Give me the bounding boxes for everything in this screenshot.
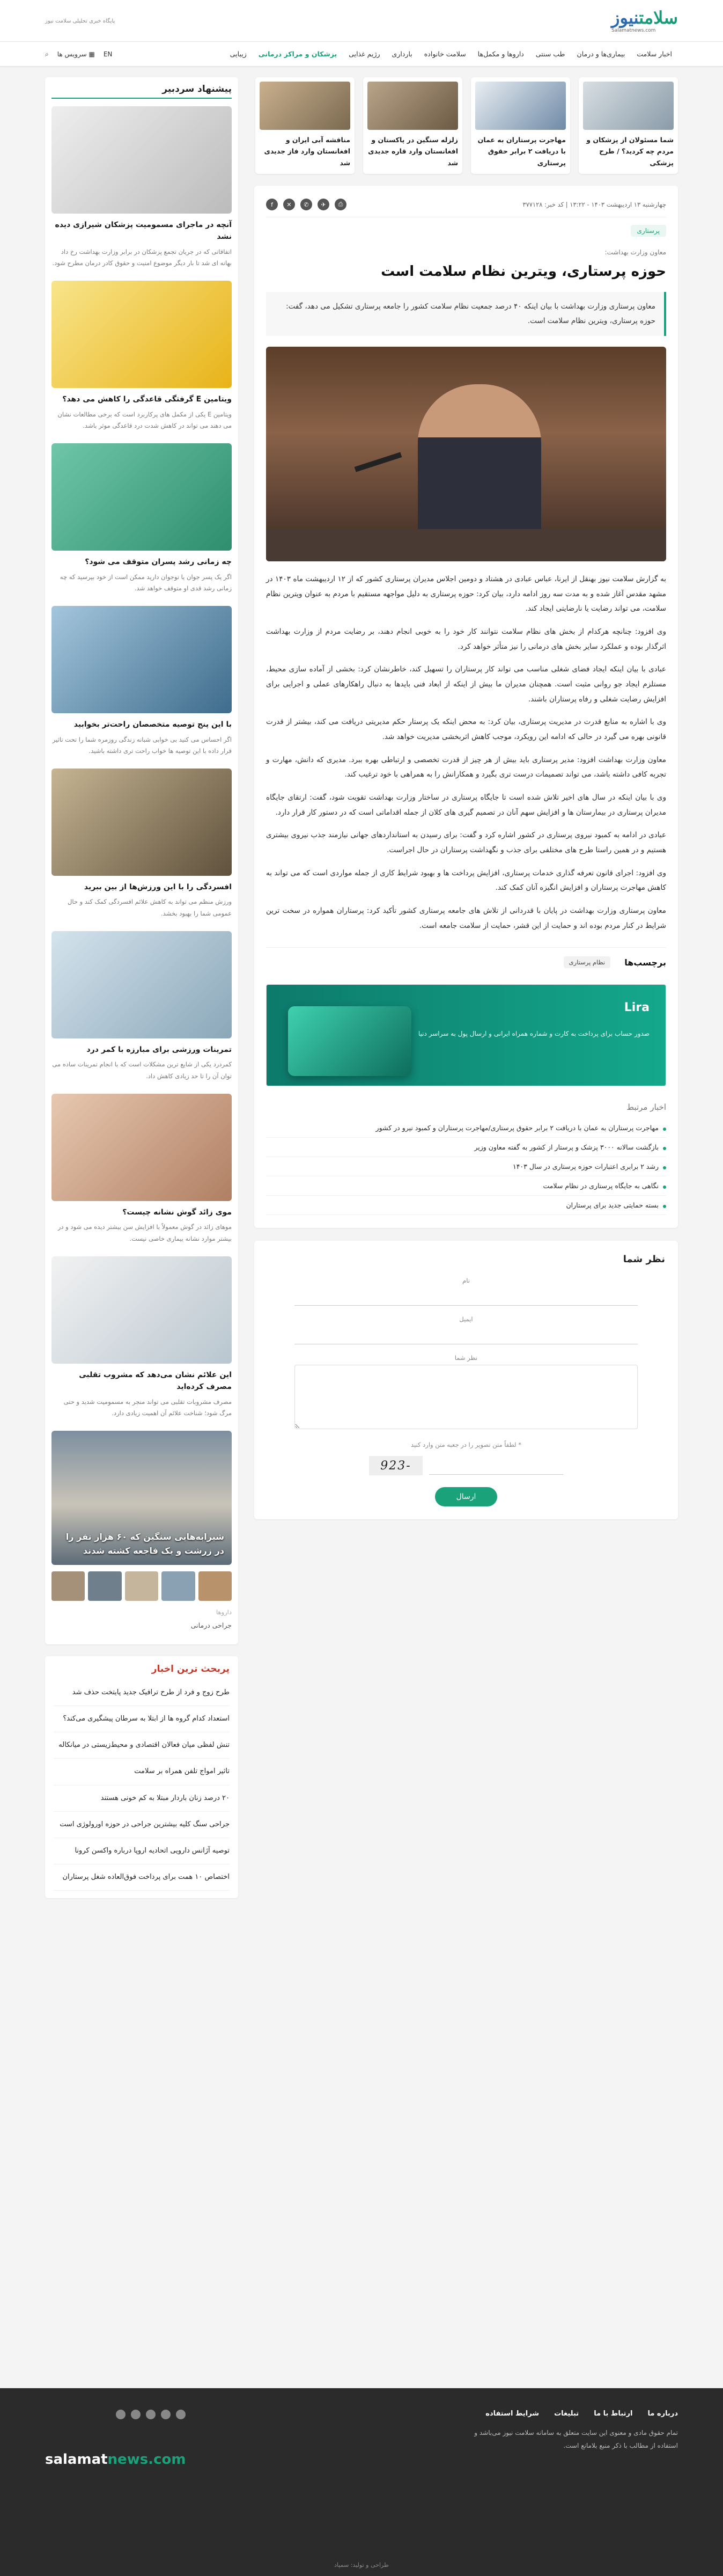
article-body	[266, 572, 666, 933]
article-paragraph: عبادی در ادامه به کمبود نیروی پرستاری در کشور اشاره کرد و گفت: برای رسیدن به استانداردهای جهانی نیازمند جذب نیروی بیشتری هستیم و در همین راستا طرح های مختلفی برای جذب و نگهداشت پرستاران در حال اجراست.	[266, 831, 666, 855]
email-field-wrap	[294, 1315, 638, 1344]
top-card[interactable]	[255, 77, 355, 174]
nav-item-traditional[interactable]: طب سنتی	[535, 50, 565, 58]
hot-news-item[interactable]: طرح زوج و فرد از طرح ترافیک جدید پایتخت حذف شد	[54, 1680, 230, 1706]
editor-picks-heading	[51, 84, 232, 99]
facebook-icon[interactable]: f	[266, 199, 278, 210]
sidebar-item-title: ویتامین E گرفتگی قاعدگی را کاهش می دهد؟	[62, 395, 232, 404]
nav-item-drugs[interactable]: داروها و مکمل‌ها	[477, 50, 524, 58]
top-related-cards	[254, 77, 678, 174]
sidebar-item-image	[51, 1094, 232, 1201]
article-category[interactable]: پرستاری	[631, 225, 666, 237]
search-icon[interactable]: ⌕	[45, 50, 49, 58]
comment-heading: نظر شما	[623, 1254, 665, 1265]
article-paragraph: وی با اشاره به منابع قدرت در مدیریت پرستاری، بیان کرد: به محض اینکه یک پرستار حکم مدیریتی دریافت می کند، بیشتر از قدرت قانونی بهره می گیرد در حالی که ادامه این رویکرد، موجب کاهش اثربخشی مدیریت خواهد شد.	[266, 718, 666, 742]
related-item[interactable]: مهاجرت پرستاران به عمان با دریافت ۲ برابر حقوق پرستاری/مهاجرت پرستاران و کمبود نیرو در کشور	[266, 1118, 666, 1138]
hot-news-item[interactable]: اختصاص ۱۰ همت برای پرداخت فوق‌العاده شغل پرستاران	[54, 1864, 230, 1891]
rss-icon[interactable]	[116, 2410, 126, 2419]
article-hero-image	[266, 347, 666, 561]
article-paragraph: وی افزود: چنانچه هرکدام از بخش های نظام سلامت نتوانند کار خود را به خوبی انجام دهند، بر رضایت مردم از وزارت بهداشت اثرگذار بوده و عملکرد سایر بخش های درمانی را نیز متأثر خواهد کرد.	[266, 627, 666, 651]
article-code: کد خبر: ۳۷۷۱۲۸	[522, 201, 564, 208]
captcha-row	[267, 1456, 665, 1475]
top-header	[0, 0, 723, 42]
related-news	[266, 1102, 666, 1215]
facebook-icon[interactable]	[131, 2410, 141, 2419]
editor-picks-title: پیشنهاد سردبیر	[162, 84, 232, 94]
nav-item-pregnancy[interactable]: بارداری	[392, 50, 412, 58]
related-heading: اخبار مرتبط	[626, 1102, 666, 1113]
article-rutitr: معاون وزارت بهداشت:	[604, 248, 666, 256]
footer-info	[453, 2410, 678, 2468]
nav-item-family[interactable]: سلامت خانواده	[424, 50, 466, 58]
article-paragraph: وی با بیان اینکه در سال های اخیر تلاش شده است تا جایگاه پرستاری در ساختار وزارت بهداشت تقویت شود، گفت: ارتقای جایگاه مدیران پرستاری در بیمارستان ها و افزایش سهم آنان در تصمیم گیری های کلان از جمله اقداماتی است که در دستور کار قرار دارد.	[266, 793, 666, 817]
card-image	[583, 82, 674, 130]
hot-news-heading: پربحث ترین اخبار	[151, 1664, 230, 1675]
article-paragraph: عبادی با بیان اینکه ایجاد فضای شغلی مناسب می تواند کار پرستاران را تسهیل کند، خاطرنشان کرد: بخشی از آماده سازی محیط، مستلزم ایجاد جو روانی مثبت است. همچنان مدیران ما بیش از اینکه از ابعاد فنی بایدها به دنبال راهکارهای عملی و اجرایی برای افزایش رضایت شغلی و رفاه پرستاران باشند.	[266, 665, 666, 704]
featured-story[interactable]	[51, 1431, 232, 1565]
card-title: مهاجرت پرستاران به عمان با دریافت ۲ برابر حقوق پرستاری	[477, 136, 566, 167]
site-footer	[0, 2388, 723, 2576]
name-input[interactable]	[294, 1287, 638, 1306]
email-label: ایمیل	[459, 1315, 473, 1323]
sidebar-item-image	[51, 931, 232, 1038]
nav-item-diet[interactable]: رژیم غذایی	[349, 50, 380, 58]
thumbnail[interactable]	[161, 1571, 195, 1601]
captcha-image: -923	[369, 1456, 423, 1475]
hot-news-item[interactable]: تنش لفظی میان فعالان اقتصادی و محیط‌زیستی در میانکاله	[54, 1732, 230, 1759]
sidebar-item[interactable]	[51, 106, 232, 269]
footer-logo-main: salamat	[45, 2451, 108, 2468]
telegram-icon[interactable]	[161, 2410, 171, 2419]
footer-link-about[interactable]: درباره ما	[647, 2410, 678, 2418]
sidebar-item-image	[51, 281, 232, 388]
sidebar-item-desc: اتفاقاتی که در جریان تجمع پزشکان در برابر وزارت بهداشت رخ داد بهانه ای شد تا بار دیگر موضوع امنیت و حقوق کادر درمان مطرح شود.	[52, 247, 232, 267]
related-item[interactable]: نگاهی به جایگاه پرستاری در نظام سلامت	[266, 1176, 666, 1196]
footer-logo[interactable]	[45, 2451, 186, 2468]
sidebar-item-desc: ویتامین E یکی از مکمل های پرکاربرد است که برخی مطالعات نشان می دهند می تواند در کاهش شدت درد قاعدگی موثر باشد.	[57, 410, 232, 429]
hot-news-item[interactable]: تاثیر امواج تلفن همراه بر سلامت	[54, 1759, 230, 1785]
share-bar	[266, 199, 346, 210]
thumbnail[interactable]	[51, 1571, 85, 1601]
nav-item-doctors[interactable]: پزشکان و مراکز درمانی	[258, 50, 337, 58]
sidebar-item-title: با این پنج توصیه متخصصان راحت‌تر بخوابید	[73, 720, 232, 729]
site-logo[interactable]	[611, 9, 678, 33]
card-image	[367, 82, 458, 130]
email-input[interactable]	[294, 1326, 638, 1344]
main-column	[254, 77, 678, 1898]
hot-news-item[interactable]: استعداد کدام گروه ها از ابتلا به سرطان پیشگیری می‌کند؟	[54, 1706, 230, 1732]
sidebar-item-image	[51, 606, 232, 713]
footer-brand	[45, 2410, 186, 2468]
footer-logo-accent: news.com	[107, 2451, 186, 2468]
grid-icon: ▦	[88, 50, 95, 58]
nav-tools	[45, 50, 112, 58]
microphone	[355, 452, 402, 472]
sidebar-item[interactable]	[51, 1094, 232, 1245]
language-switch[interactable]: EN	[103, 50, 113, 58]
footer-link-terms[interactable]: شرایط استفاده	[485, 2410, 540, 2418]
sidebar-item-title: آنچه در ماجرای مسمومیت پزشکان شیرازی دیده نشد	[55, 221, 232, 241]
logo-accent: نیوز	[611, 7, 639, 28]
sidebar-item-image	[51, 443, 232, 551]
sidebar-item-image	[51, 106, 232, 214]
hot-news-item[interactable]: ۲۰ درصد زنان باردار مبتلا به کم خونی هستند	[54, 1785, 230, 1812]
sidebar-item-title: این علائم نشان می‌دهد که مشروب تقلبی مصرف کرده‌اید	[79, 1370, 232, 1392]
captcha-note: * لطفاً متن تصویر را در جعبه متن وارد کنید	[411, 1441, 521, 1449]
desk	[266, 529, 666, 561]
name-label: نام	[462, 1277, 470, 1285]
tags-section	[266, 947, 666, 968]
sidebar	[45, 77, 238, 1898]
nav-item-news[interactable]: اخبار سلامت	[637, 50, 672, 58]
whatsapp-icon[interactable]: ✆	[300, 199, 312, 210]
bank-card-graphic	[288, 1006, 411, 1076]
sidebar-item-desc: کمردرد یکی از شایع ترین مشکلات است که با انجام تمرینات ساده می توان آن را تا حد زیادی کاهش داد.	[52, 1060, 232, 1080]
footer-social	[45, 2410, 186, 2419]
top-card[interactable]	[471, 77, 570, 174]
article-meta: چهارشنبه ۱۳ اردیبهشت ۱۴۰۳ - ۱۳:۲۲ | کد خبر: ۳۷۷۱۲۸ ⎙ ✈ ✆ ✕ f	[266, 199, 666, 217]
tags-heading: برچسب‌ها	[624, 957, 666, 968]
sidebar-item-title: موی زائد گوش نشانه چیست؟	[122, 1208, 232, 1217]
article-paragraph: معاون وزارت بهداشت افزود: مدیر پرستاری باید بیش از هر چیز از قدرت تخصصی و ارتباطی بهره ببرد. مدیری که دانش، مهارت و تجربه کافی داشته باشد، می تواند تصمیمات درست تری بگیرد و همکارانش را به همراهی با خود ترغیب کند.	[266, 755, 666, 779]
sidebar-item-desc: مصرف مشروبات تقلبی می تواند منجر به مسمومیت شدید و حتی مرگ شود؛ شناخت علائم آن اهمیت زیادی دارد.	[63, 1397, 232, 1417]
sidebar-item[interactable]	[51, 606, 232, 757]
editor-picks	[45, 77, 238, 1644]
sidebar-item-image	[51, 1256, 232, 1364]
comment-textarea[interactable]	[294, 1365, 638, 1429]
sidebar-label: داروها	[216, 1608, 232, 1616]
sidebar-item-desc: اگر احساس می کنید بی خوابی شبانه زندگی روزمره شما را تحت تاثیر قرار داده با این توصیه ها خواب راحت تری داشته باشید.	[52, 735, 232, 755]
sidebar-item-title: افسردگی را با این ورزش‌ها از بین ببرید	[84, 883, 232, 892]
sidebar-item-desc: اگر یک پسر جوان یا نوجوان دارید ممکن است از خود بپرسید که چه زمانی رشد قدی او متوقف خواهد شد.	[60, 573, 232, 592]
card-title: زلزله سنگین در پاکستان و افغانستان وارد قاره جدیدی شد	[368, 136, 458, 167]
article-paragraph: معاون پرستاری وزارت بهداشت در پایان با قدردانی از تلاش های جامعه پرستاری کشور تأکید کرد: پرستاران همواره در سخت ترین شرایط در کنار مردم بوده اند و حمایت از این قشر، حمایت از سلامت جامعه است.	[266, 906, 666, 930]
article-paragraph: وی افزود: اجرای قانون تعرفه گذاری خدمات پرستاری، افزایش پرداخت ها و بهبود شرایط کاری از جمله مواردی است که می تواند به کاهش مهاجرت پرستاران و افزایش انگیزه آنان کمک کند.	[266, 868, 666, 892]
twitter-icon[interactable]	[146, 2410, 156, 2419]
sidebar-item-desc: موهای زائد در گوش معمولاً با افزایش سن بیشتر دیده می شود و در بیشتر موارد نشانه بیماری خاصی نیست.	[57, 1223, 232, 1242]
sidebar-item[interactable]	[51, 1256, 232, 1419]
sidebar-item[interactable]	[51, 281, 232, 431]
thumbnail[interactable]	[88, 1571, 121, 1601]
banner-text: صدور حساب برای پرداخت به کارت و شماره همراه ایرانی و ارسال پول به سراسر دنیا	[418, 1030, 650, 1038]
card-image	[475, 82, 566, 130]
footer-nav	[453, 2410, 678, 2418]
services-label: سرویس ها	[57, 50, 87, 58]
nav-item-diseases[interactable]: بیماری‌ها و درمان	[577, 50, 625, 58]
main-navbar	[0, 42, 723, 67]
hot-news-item[interactable]: توصیه آژانس دارویی اتحادیه اروپا درباره واکسن کرونا	[54, 1838, 230, 1864]
sidebar-item-title: چه زمانی رشد پسران متوقف می شود؟	[85, 558, 232, 567]
article-lead: معاون پرستاری وزارت بهداشت با بیان اینکه ۴۰ درصد جمعیت نظام سلامت کشور را جامعه پرستاری تشکیل می دهد، گفت: حوزه پرستاری، ویترین نظام سلامت است.	[266, 292, 666, 336]
sidebar-item-title: تمرینات ورزشی برای مبارزه با کمر درد	[86, 1045, 232, 1054]
footer-link-ads[interactable]: تبلیغات	[554, 2410, 579, 2418]
card-image	[260, 82, 350, 130]
related-item[interactable]: رشد ۲ برابری اعتبارات حوزه پرستاری در سال ۱۴۰۳	[266, 1157, 666, 1176]
sidebar-item[interactable]	[51, 931, 232, 1082]
ad-banner[interactable]	[266, 984, 666, 1086]
footer-desc: تمام حقوق مادی و معنوی این سایت متعلق به سامانه سلامت نیوز می‌باشد و استفاده از مطالب با ذکر منبع بلامانع است.	[474, 2429, 678, 2449]
comment-text-label: نظر شما	[454, 1354, 478, 1362]
sidebar-item[interactable]	[51, 769, 232, 919]
sidebar-item[interactable]	[51, 443, 232, 594]
tag[interactable]: نظام پرستاری	[564, 956, 611, 968]
nav-item-beauty[interactable]: زیبایی	[230, 50, 247, 58]
thumbnail[interactable]	[125, 1571, 158, 1601]
footer-link-contact[interactable]: ارتباط با ما	[594, 2410, 633, 2418]
thumbnail-strip	[51, 1571, 232, 1601]
featured-caption: شیرابه‌هایی سنگین که ۶۰ هزار نفر را در زرشت و یک فاجعه کشته شدند	[65, 1531, 224, 1556]
main-nav	[224, 42, 678, 67]
captcha-input[interactable]	[429, 1457, 563, 1475]
twitter-icon[interactable]: ✕	[283, 199, 295, 210]
article-date: چهارشنبه ۱۳ اردیبهشت ۱۴۰۳ - ۱۳:۲۲	[570, 201, 666, 208]
top-card[interactable]	[579, 77, 678, 174]
sidebar-item-desc: ورزش منظم می تواند به کاهش علائم افسردگی کمک کند و حال عمومی شما را بهبود بخشد.	[68, 898, 232, 917]
logo-site: Salamatnews.com	[611, 27, 656, 33]
tagline: پایگاه خبری تحلیلی سلامت نیوز	[45, 18, 115, 24]
related-item[interactable]: بازگشت سالانه ۳۰۰۰ پزشک و پرستار از کشور به گفته معاون وزیر	[266, 1138, 666, 1157]
article-title: حوزه پرستاری، ویترین نظام سلامت است	[381, 264, 666, 280]
thumbnail[interactable]	[198, 1571, 232, 1601]
footer-copyright: طراحی و تولید: سمپاد	[334, 2562, 389, 2568]
article	[254, 186, 678, 1228]
logo-main: سلامت	[639, 7, 678, 28]
card-title: مناقشه آبی ایران و افغانستان وارد فاز جدیدی شد	[264, 136, 350, 167]
submit-button[interactable]: ارسال	[435, 1487, 498, 1506]
hot-news	[45, 1656, 238, 1898]
article-paragraph: به گزارش سلامت نیوز بهنقل از ایرنا، عباس عبادی در هشتاد و دومین اجلاس مدیران پرستاری کشور که از ۱۲ اردیبهشت ماه ۱۴۰۳ در مشهد مقدس آغاز شده و به مدت سه روز ادامه دارد، بیان کرد: حوزه پرستاری به دلیل مواجهه مستقیم با مردم به عنوان ویترین نظام سلامت، می تواند رضایت یا نارضایتی ایجاد کند.	[266, 575, 666, 613]
sidebar-item-image	[51, 769, 232, 876]
comment-text-wrap	[294, 1354, 638, 1431]
comment-form	[254, 1241, 678, 1519]
instagram-icon[interactable]	[176, 2410, 186, 2419]
banner-brand: Lira	[624, 1001, 650, 1015]
card-title: شما مسئولان از پزشکان و مردم چه کردید؟ / طرح پزشکی	[586, 136, 674, 167]
hot-news-item[interactable]: جراحی سنگ کلیه بیشترین جراحی در حوزه اورولوژی است	[54, 1812, 230, 1838]
print-icon[interactable]: ⎙	[335, 199, 346, 210]
sidebar-link[interactable]: جراحی درمانی	[190, 1621, 232, 1630]
telegram-icon[interactable]: ✈	[318, 199, 329, 210]
services-menu[interactable]	[57, 50, 95, 58]
top-card[interactable]	[363, 77, 462, 174]
related-item[interactable]: بسته حمایتی جدید برای پرستاران	[266, 1196, 666, 1215]
name-field-wrap	[294, 1277, 638, 1306]
